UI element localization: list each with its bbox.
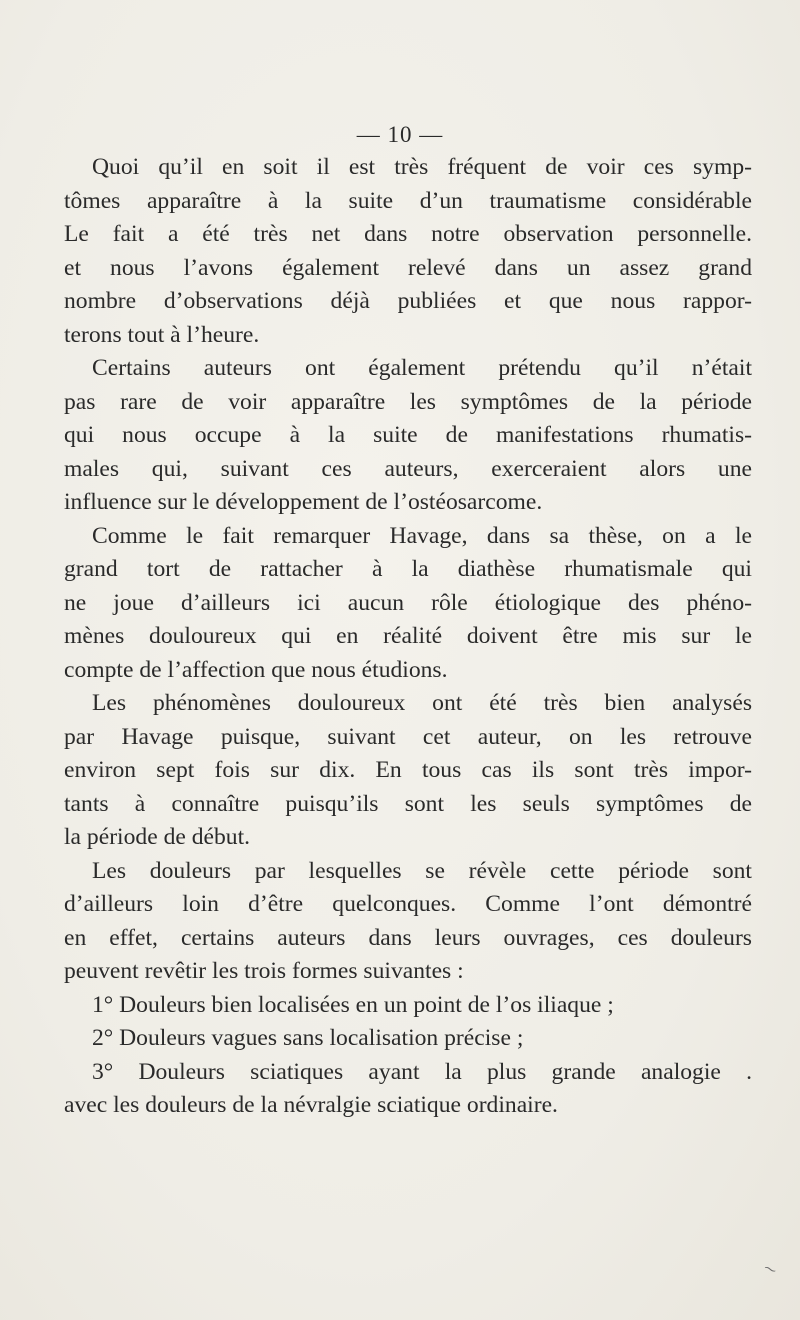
text-line: tants à connaître puisqu’ils sont les seuls symptômes de [64,790,752,817]
text-line: peuvent revêtir les trois formes suivantes : [64,958,464,984]
ink-speck: ⁓ [761,1260,779,1278]
body-text [64,151,752,1123]
text-line: mènes douloureux qui en réalité doivent être mis sur le [64,623,752,649]
text-line: en effet, certains auteurs dans leurs ouvrages, ces douleurs [64,924,752,951]
text-line: compte de l’affection que nous étudions. [64,656,448,683]
text-line: Comme le fait remarquer Havage, dans sa thèse, on a le [92,522,752,549]
paragraph [64,151,752,352]
text-line: terons tout à l’heure. [64,321,260,348]
text-line: Certains auteurs ont également prétendu qu’il n’était [92,355,752,381]
text-line: qui nous occupe à la suite de manifestations rhumatis- [64,422,752,448]
text-line: d’ailleurs loin d’être quelconques. Comme l’ont démontré [64,891,752,917]
text-line: Les douleurs par lesquelles se révèle cette période sont [92,857,752,884]
text-line: avec les douleurs de la névralgie sciatique ordinaire. [64,1092,558,1118]
text-line: ne joue d’ailleurs ici aucun rôle étiologique des phéno- [64,589,752,616]
paragraph [64,352,752,520]
text-line: grand tort de rattacher à la diathèse rhumatismale qui [64,556,752,582]
list-item [64,1022,752,1056]
paragraph [64,520,752,688]
text-line: tômes apparaître à la suite d’un traumatisme considérable [64,187,752,214]
list-item [64,1056,752,1123]
text-line: 3° Douleurs sciatiques ayant la plus grande analogie . [92,1058,752,1085]
text-line: 1° Douleurs bien localisées en un point de l’os iliaque ; [92,991,614,1018]
text-line: 2° Douleurs vagues sans localisation précise ; [92,1025,524,1051]
paragraph [64,855,752,989]
text-line: influence sur le développement de l’ostéosarcome. [64,489,543,515]
text-line: et nous l’avons également relevé dans un assez grand [64,254,752,281]
paragraph [64,687,752,855]
text-line: Le fait a été très net dans notre observation personnelle. [64,221,752,247]
text-line: Les phénomènes douloureux ont été très bien analysés [92,690,752,716]
page-number: — 10 — [356,122,444,147]
text-line: nombre d’observations déjà publiées et que nous rappor- [64,288,752,314]
text-line: males qui, suivant ces auteurs, exerceraient alors une [64,455,752,482]
text-line: Quoi qu’il en soit il est très fréquent de voir ces symp- [92,154,752,180]
text-line: la période de début. [64,824,251,850]
text-line: environ sept fois sur dix. En tous cas ils sont très impor- [64,757,752,783]
text-line: pas rare de voir apparaître les symptômes de la période [64,388,752,415]
text-line: par Havage puisque, suivant cet auteur, on les retrouve [64,723,752,750]
list-item [64,989,752,1023]
